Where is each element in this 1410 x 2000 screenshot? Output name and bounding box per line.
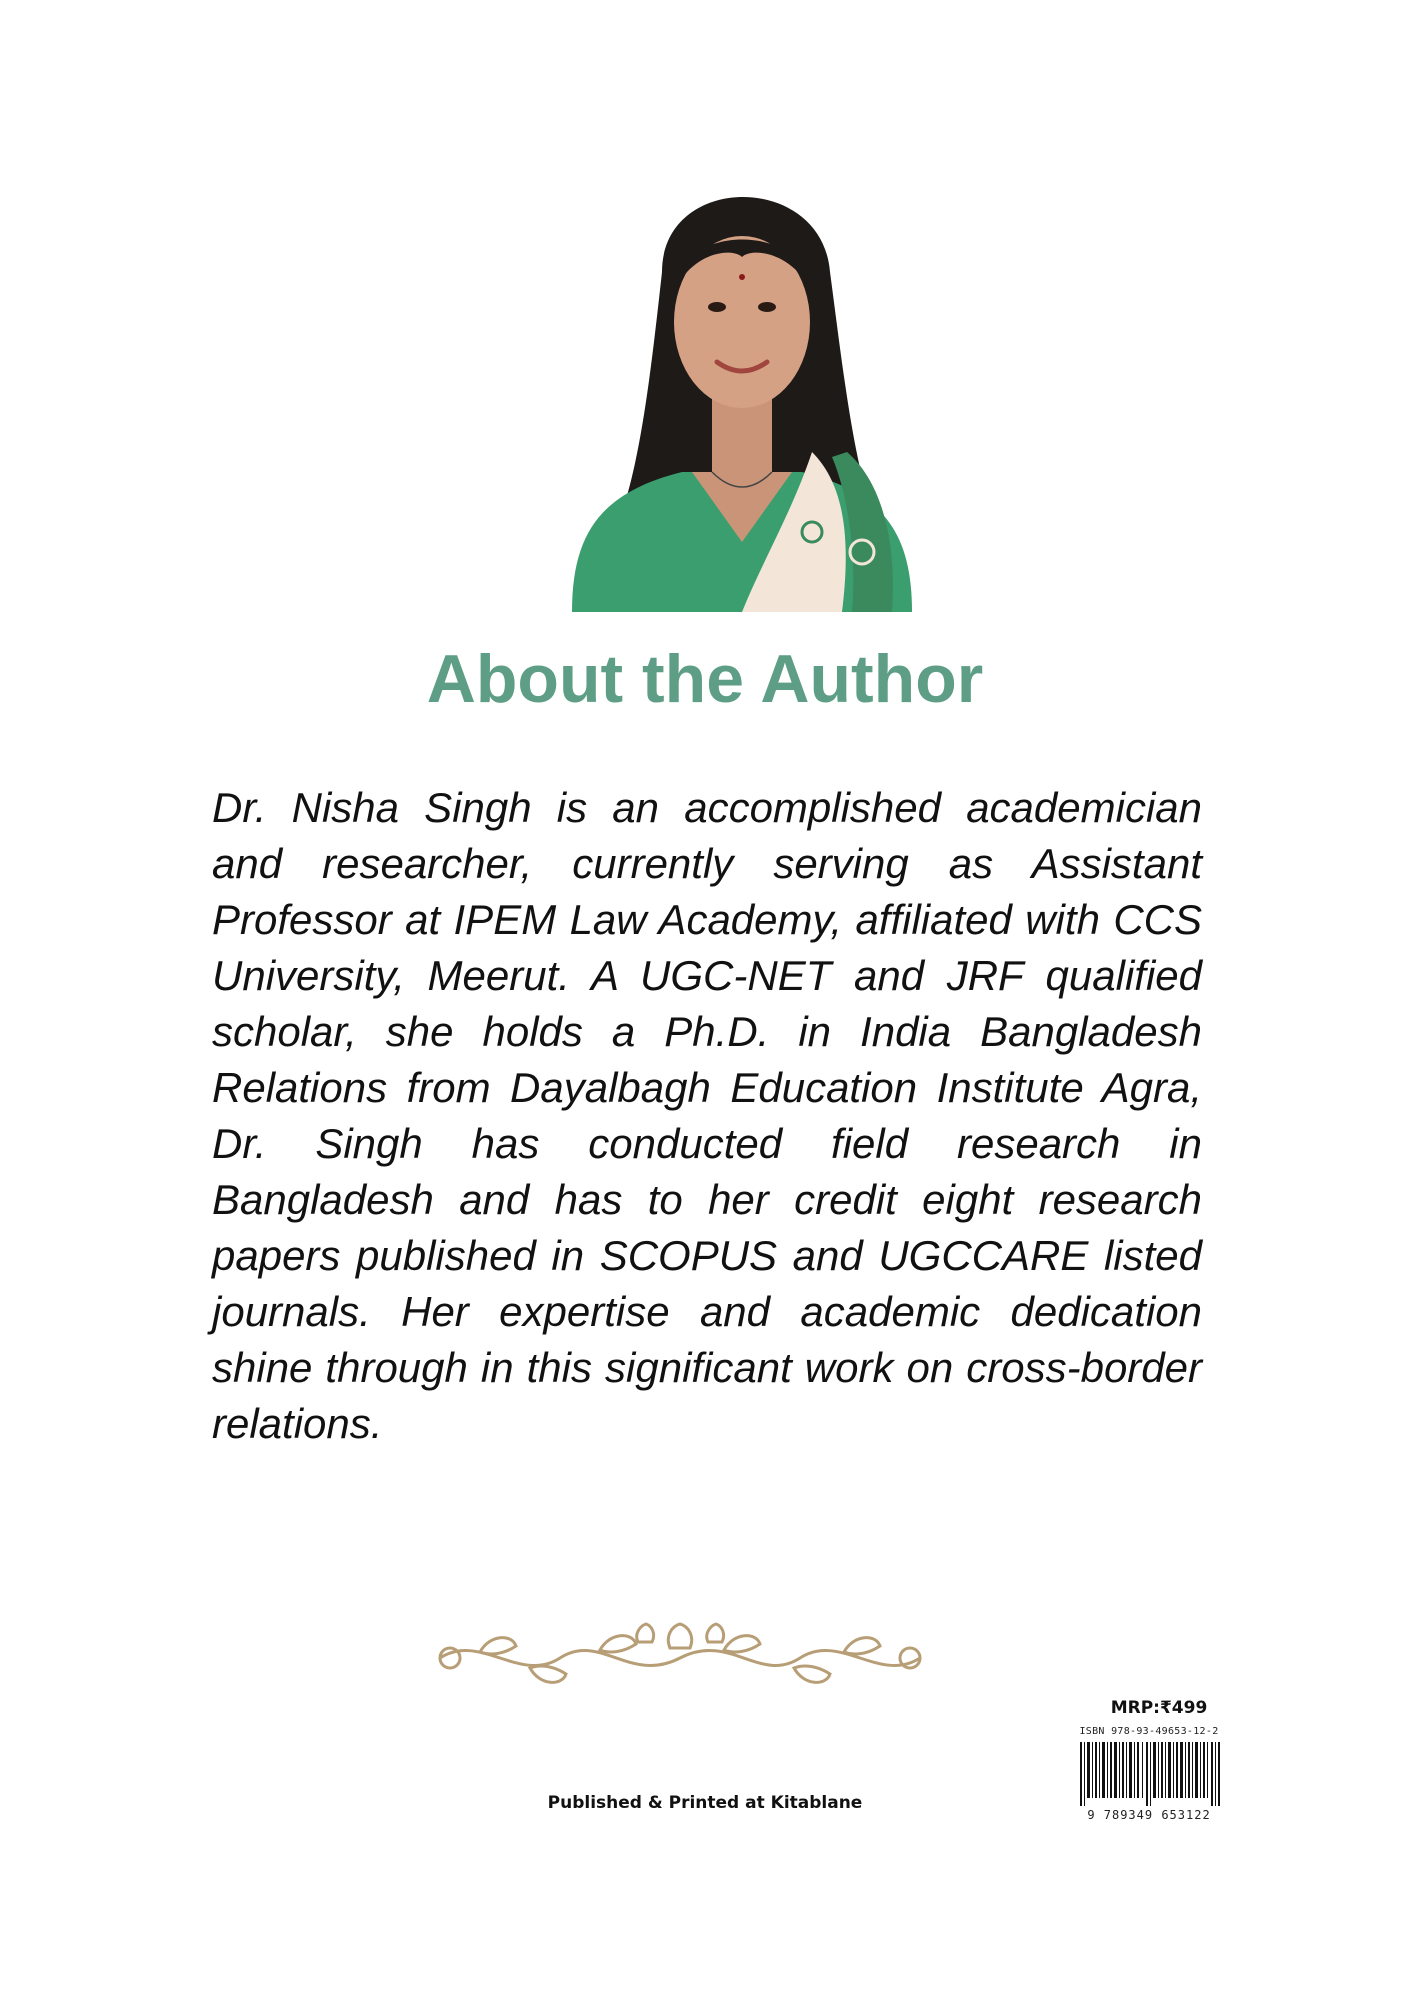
leaf (530, 1666, 566, 1682)
swirl (440, 1648, 460, 1668)
eye (708, 302, 726, 312)
swirl (900, 1648, 920, 1668)
bindi (739, 274, 745, 280)
tulip (637, 1624, 654, 1642)
leaf (844, 1638, 880, 1654)
leaf (724, 1636, 760, 1652)
floral-divider-icon (420, 1612, 940, 1704)
tulip (707, 1624, 724, 1642)
author-bio: Dr. Nisha Singh is an accomplished academician and researcher, currently serving as Assistant Professor at IPEM Law Academy, affiliated with CCS University, Meerut. A UGC-NET and JRF qualified scholar, she holds a Ph.D. in India Bangladesh Relations from Dayalbagh Education Institute Agra, Dr. Singh has conducted field research in Bangladesh and has to her credit eight research papers published in SCOPUS and UGCCARE listed journals. Her expertise and academic dedication shine through in this significant work on cross-border relations. (212, 784, 1202, 1447)
isbn-text: ISBN 978-93-49653-12-2 (1079, 1726, 1219, 1737)
price-label: MRP:₹499 (1110, 1698, 1208, 1718)
publisher-credit: Published & Printed at Kitablane (547, 1793, 863, 1813)
leaf (794, 1666, 830, 1682)
leaf (480, 1638, 516, 1654)
author-photo (512, 152, 972, 612)
barcode-digits: 9 789349 653122 (1087, 1808, 1211, 1822)
eye (758, 302, 776, 312)
about-author-title: About the Author (426, 641, 984, 717)
tulip (668, 1624, 691, 1648)
leaf (600, 1636, 636, 1652)
